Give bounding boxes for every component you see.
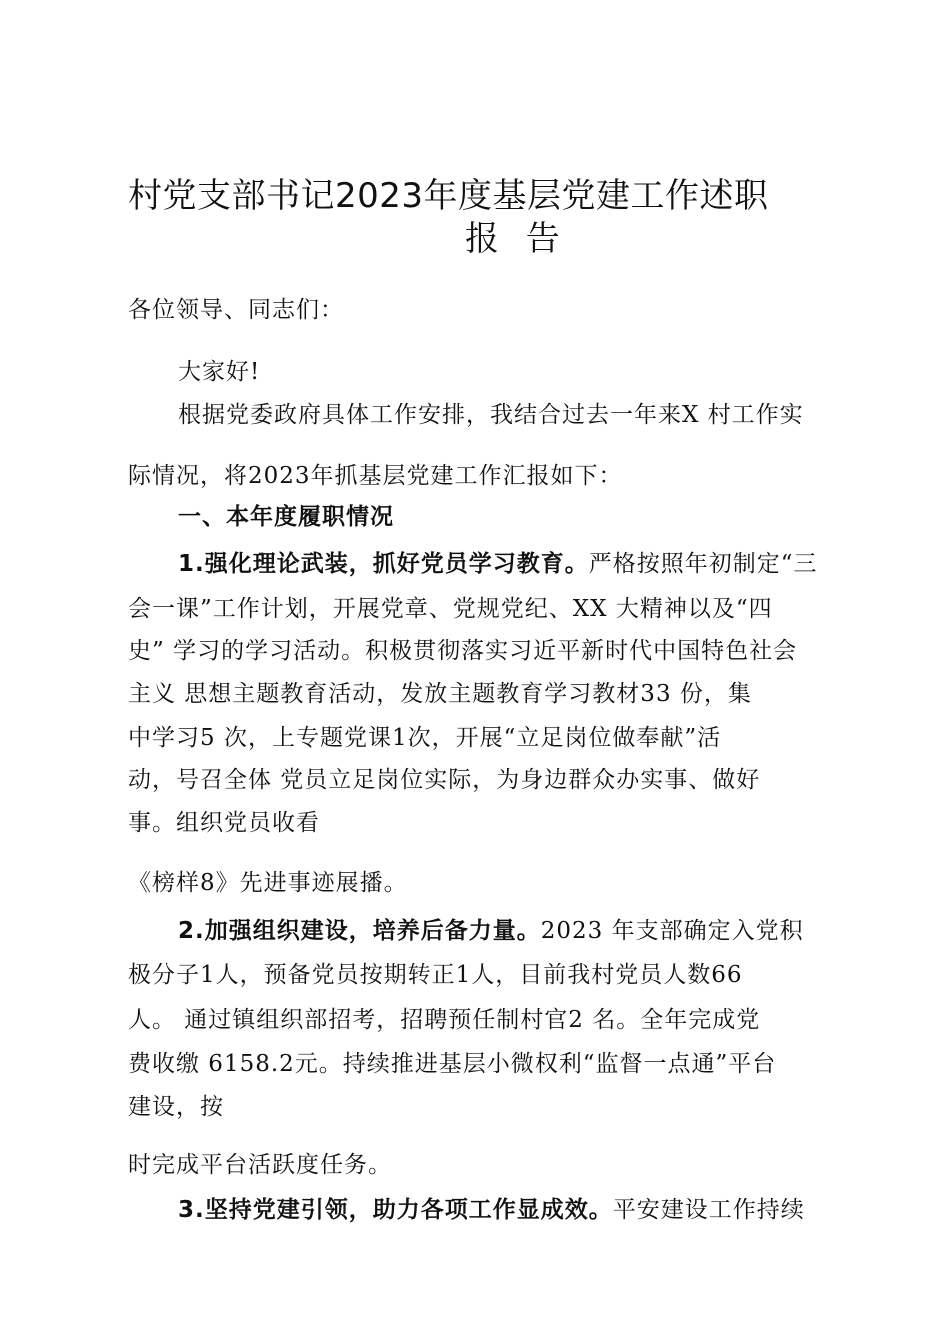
item-3-line-1-text: 平安建设工作持续 bbox=[612, 1197, 805, 1223]
item-1-heading: 1.强化理论武装，抓好党员学习教育。 bbox=[178, 551, 589, 577]
document-title-line-2: 报 告 bbox=[465, 219, 568, 259]
salutation: 各位领导、同志们： bbox=[128, 297, 344, 323]
intro-line-2: 际情况，将2023年抓基层党建工作汇报如下： bbox=[128, 463, 623, 489]
greeting: 大家好! bbox=[178, 359, 261, 385]
item-1-line-3: 史” 学习的学习活动。积极贯彻落实习近平新时代中国特色社会 bbox=[128, 638, 798, 664]
item-1-line-7: 事。组织党员收看 bbox=[128, 810, 320, 836]
item-1-line-1-text: 严格按照年初制定“三 bbox=[588, 551, 818, 577]
document-title-line-1: 村党支部书记2023年度基层党建工作述职 bbox=[128, 176, 769, 216]
item-3-first-line bbox=[178, 1195, 805, 1225]
section-1-heading: 一、本年度履职情况 bbox=[178, 504, 394, 530]
item-1-line-6: 动，号召全体 党员立足岗位实际，为身边群众办实事、做好 bbox=[128, 767, 761, 793]
item-1-first-line bbox=[178, 549, 818, 579]
item-2-line-2: 极分子1人，预备党员按期转正1人，目前我村党员人数66 bbox=[128, 962, 743, 988]
item-1-line-5: 中学习5 次，上专题党课1次，开展“立足岗位做奉献”活 bbox=[128, 725, 722, 751]
item-2-line-3: 人。 通过镇组织部招考，招聘预任制村官2 名。全年完成党 bbox=[128, 1007, 761, 1033]
item-2-line-4: 费收缴 6158.2元。持续推进基层小微权利“监督一点通”平台 bbox=[128, 1051, 777, 1077]
item-1-line-2: 会一课”工作计划，开展党章、党规党纪、XX 大精神以及“四 bbox=[128, 596, 773, 622]
item-3-heading: 3.坚持党建引领，助力各项工作显成效。 bbox=[178, 1197, 613, 1223]
item-2-line-5: 建设，按 bbox=[128, 1094, 224, 1120]
item-2-line-1-text: 2023 年支部确定入党积 bbox=[540, 918, 804, 944]
item-1-line-8: 《榜样8》先进事迹展播。 bbox=[128, 870, 408, 896]
item-2-line-6: 时完成平台活跃度任务。 bbox=[128, 1152, 392, 1178]
item-2-first-line bbox=[178, 916, 804, 946]
item-2-heading: 2.加强组织建设，培养后备力量。 bbox=[178, 918, 541, 944]
item-1-line-4: 主义 思想主题教育活动，发放主题教育学习教材33 份，集 bbox=[128, 681, 752, 707]
intro-line-1: 根据党委政府具体工作安排，我结合过去一年来X 村工作实 bbox=[178, 402, 804, 428]
